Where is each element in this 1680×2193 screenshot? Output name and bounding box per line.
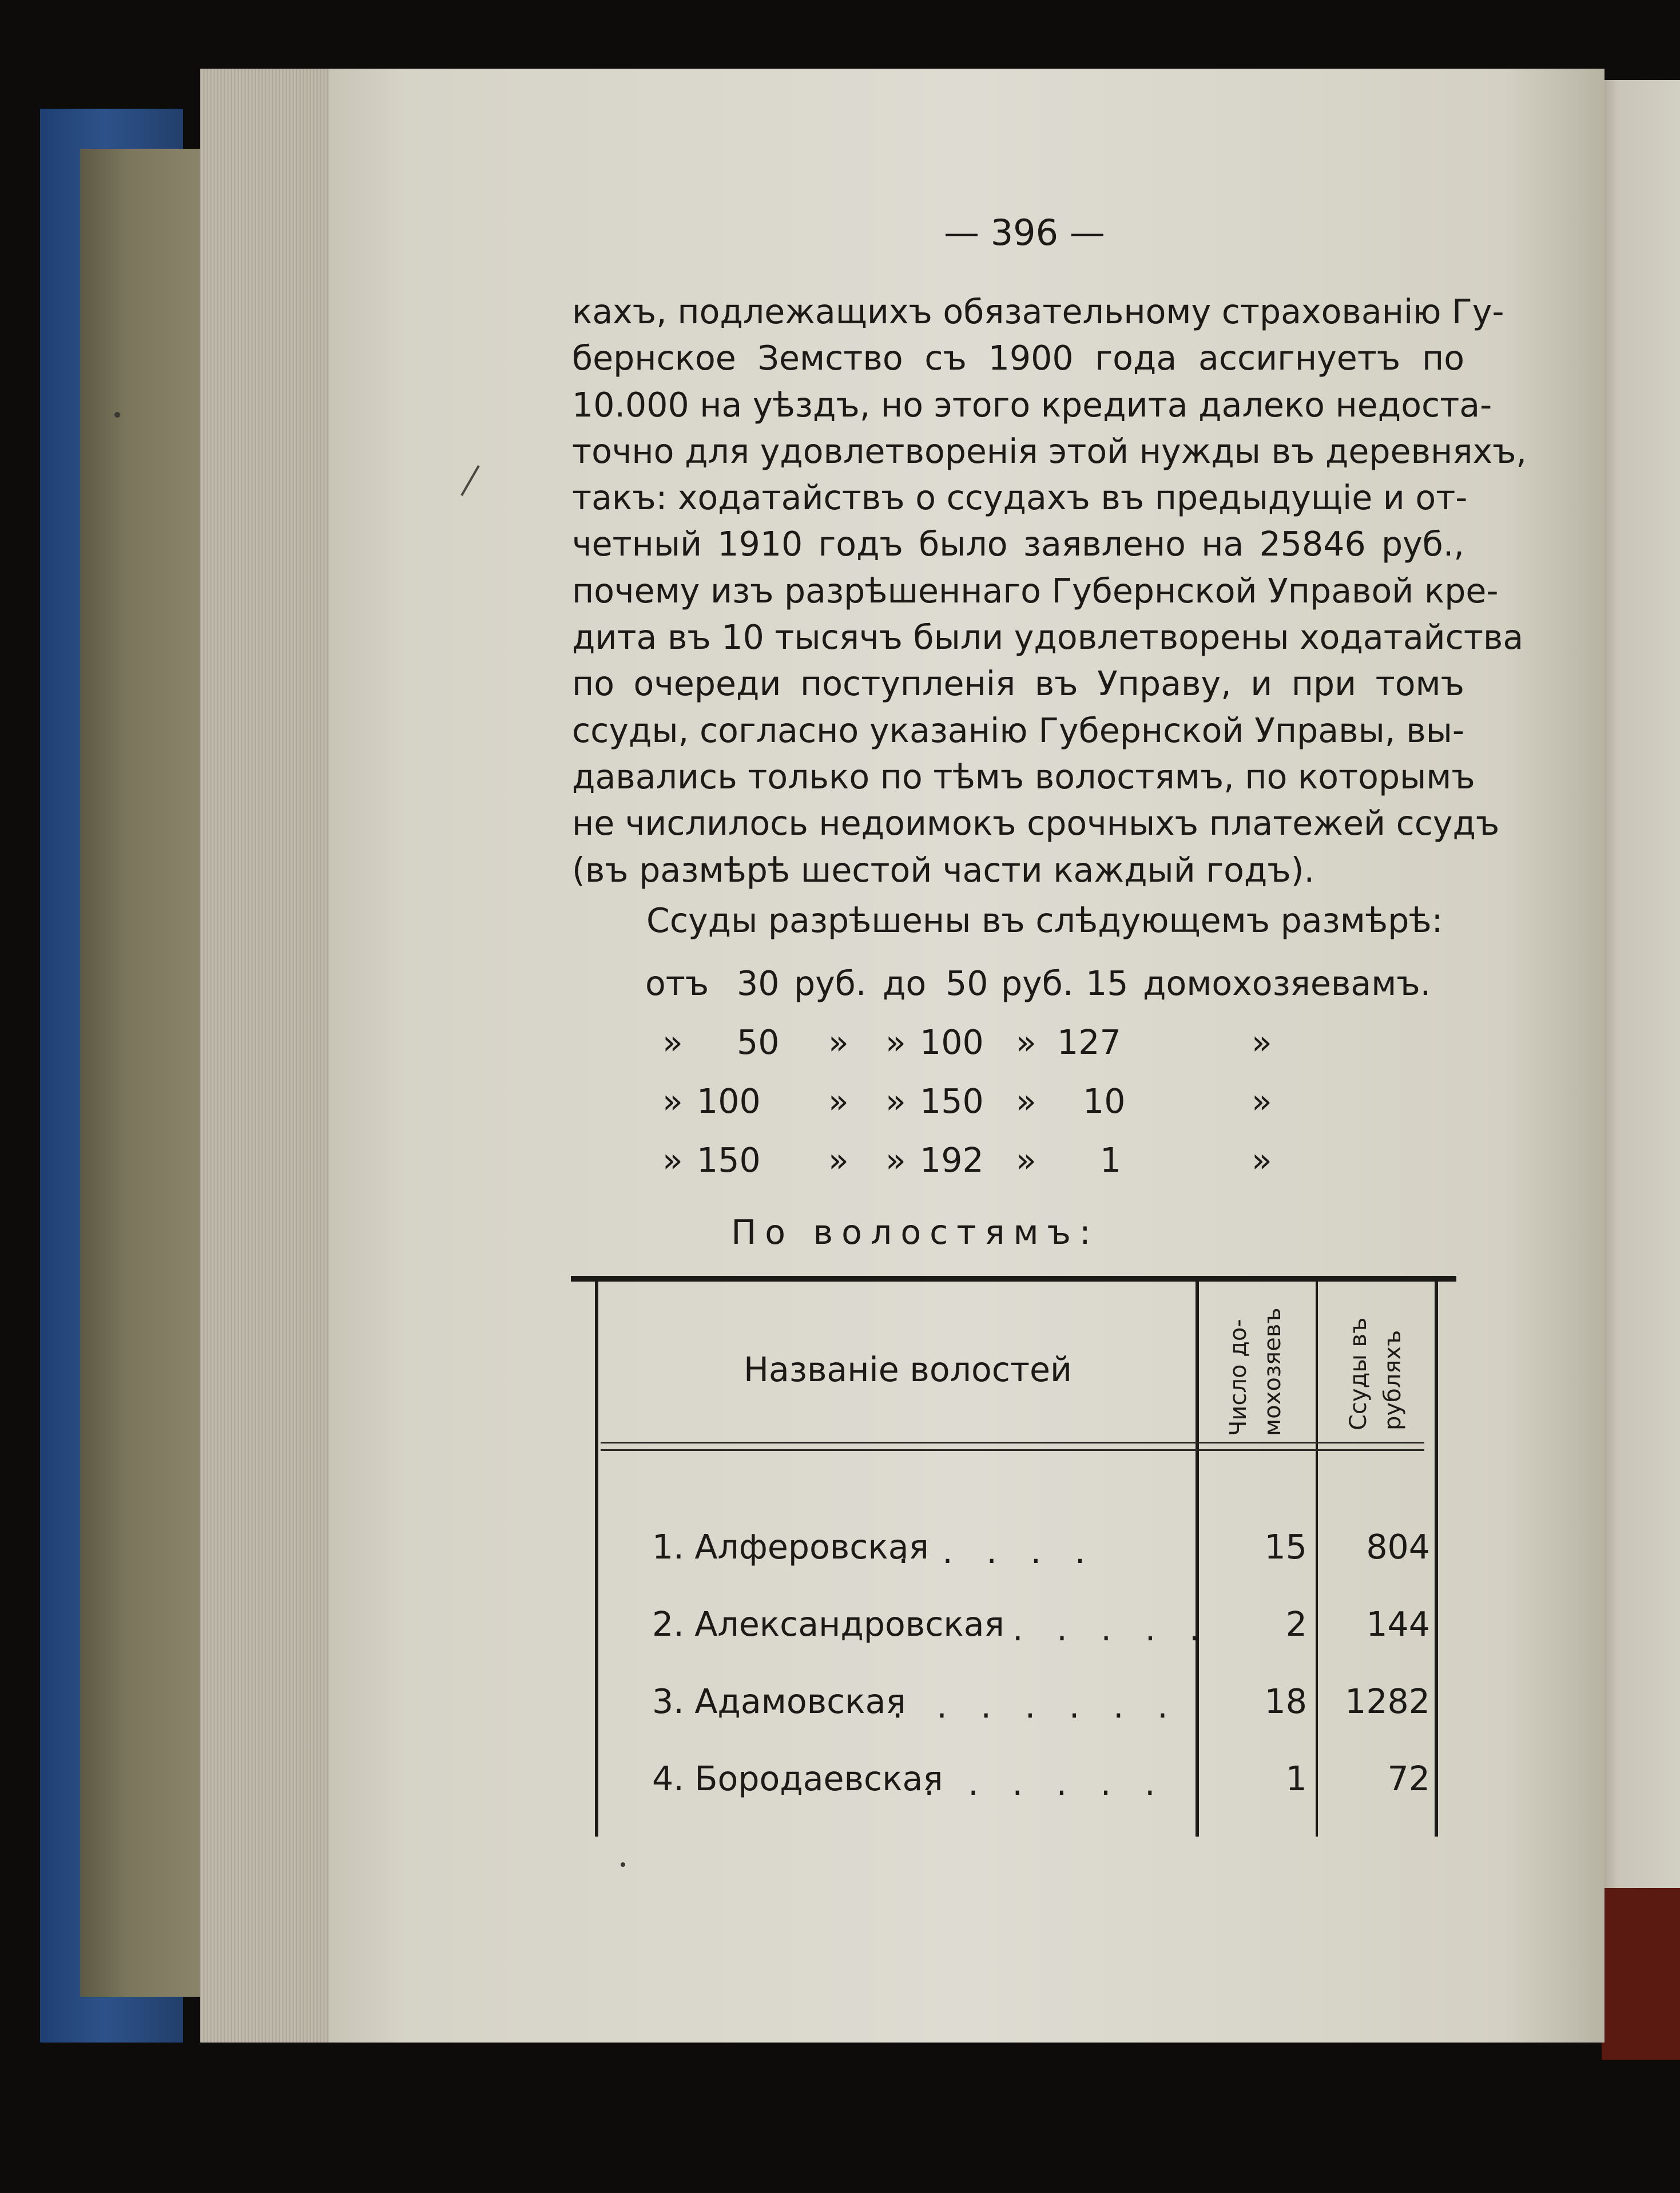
paper-speck: [621, 1862, 625, 1867]
page-number: — 396 —: [944, 212, 1105, 253]
to-label: »: [885, 1082, 906, 1121]
district-name: 2. Александровская: [652, 1605, 1004, 1644]
header-line: Ссуды въ: [1345, 1317, 1372, 1430]
to-amount: 192: [920, 1141, 984, 1180]
from-label: »: [662, 1082, 683, 1121]
table-row: [601, 1759, 1436, 1805]
table-row: [601, 1528, 1436, 1573]
to-amount: 50: [946, 964, 988, 1003]
header-line: Число до-: [1225, 1319, 1252, 1436]
paragraph-line: почему изъ разрѣшеннаго Губернской Управой кре-: [572, 571, 1499, 610]
cover-board: [80, 149, 200, 1997]
paragraph-line: бернское Земство съ 1900 года ассигнуетъ по: [572, 339, 1464, 378]
household-count: 127: [1057, 1023, 1121, 1062]
recipient-label: »: [1252, 1023, 1272, 1062]
loan-amount: 72: [1387, 1759, 1430, 1798]
paragraph-line: 10.000 на уѣздъ, но этого кредита далеко недоста-: [572, 385, 1492, 425]
from-label: »: [662, 1023, 683, 1062]
table-title: По волостямъ:: [731, 1213, 1099, 1252]
header-line: рубляхъ: [1380, 1330, 1406, 1430]
column-header-loans: [1341, 1318, 1410, 1430]
paragraph-line: не числилось недоимокъ срочныхъ платежей ссудъ: [572, 804, 1500, 843]
unit: »: [1016, 1023, 1036, 1062]
from-amount: 150: [697, 1141, 761, 1180]
unit: »: [1016, 1141, 1036, 1180]
loan-amount: 1282: [1345, 1682, 1430, 1721]
recipient-label: домохозяевамъ.: [1143, 964, 1431, 1003]
from-label: »: [662, 1141, 683, 1180]
leader-dots: . . . . .: [898, 1532, 1097, 1571]
table-top-rule: [571, 1276, 1456, 1282]
body-paragraph: [572, 289, 1527, 894]
leader-dots: . . . . . .: [924, 1764, 1167, 1803]
paper-speck: [114, 412, 120, 418]
paragraph-line: ссуды, согласно указанію Губернской Управы, вы-: [572, 711, 1464, 750]
to-label: до: [883, 964, 927, 1003]
paragraph-line: кахъ, подлежащихъ обязательному страхованію Гу-: [572, 292, 1504, 331]
paragraph-line: давались только по тѣмъ волостямъ, по которымъ: [572, 757, 1475, 796]
distribution-row: [645, 964, 1431, 1023]
to-amount: 150: [920, 1082, 984, 1121]
paragraph-line: точно для удовлетворенія этой нужды въ деревняхъ,: [572, 431, 1527, 471]
page-edges: [200, 69, 332, 2043]
to-label: »: [885, 1141, 906, 1180]
household-count: 2: [1285, 1605, 1307, 1644]
table-row: [601, 1605, 1436, 1651]
household-count: 1: [1100, 1141, 1122, 1180]
leader-dots: . . . . . . .: [892, 1687, 1179, 1726]
unit: »: [828, 1082, 849, 1121]
paragraph-line: такъ: ходатайствъ о ссудахъ въ предыдущіе и от-: [572, 478, 1468, 518]
unit: »: [828, 1141, 849, 1180]
paragraph-line: четный 1910 годъ было заявлено на 25846 руб.,: [572, 525, 1464, 564]
paragraph-line: (въ размѣрѣ шестой части каждый годъ).: [572, 850, 1315, 890]
distribution-row: [645, 1082, 1400, 1141]
district-name: 3. Адамовская: [652, 1682, 906, 1721]
from-label: отъ: [645, 964, 709, 1003]
unit: руб.: [1001, 964, 1074, 1003]
unit: »: [1016, 1082, 1036, 1121]
from-amount: 30: [737, 964, 780, 1003]
distribution-list: [645, 964, 1431, 1200]
distribution-row: [645, 1141, 1400, 1200]
district-name: 4. Бородаевская: [652, 1759, 943, 1798]
from-amount: 100: [697, 1082, 761, 1121]
facing-cover-edge: [1602, 1888, 1680, 2060]
household-count: 1: [1285, 1759, 1307, 1798]
to-label: »: [885, 1023, 906, 1062]
paragraph-line: дита въ 10 тысячъ были удовлетворены ходатайства: [572, 618, 1524, 657]
unit: »: [828, 1023, 849, 1062]
loan-amount: 804: [1366, 1528, 1430, 1567]
table-row: [601, 1682, 1436, 1728]
household-count: 18: [1264, 1682, 1307, 1721]
recipient-label: »: [1252, 1141, 1272, 1180]
district-name: 1. Алферовская: [652, 1528, 929, 1567]
loan-amount: 144: [1366, 1605, 1430, 1644]
to-amount: 100: [920, 1023, 984, 1062]
header-line: мохозяевъ: [1260, 1307, 1286, 1436]
table-left-border: [595, 1282, 598, 1837]
distribution-row: [645, 1023, 1400, 1082]
household-count: 15: [1086, 964, 1129, 1003]
household-count: 10: [1083, 1082, 1126, 1121]
column-header-households: [1221, 1307, 1290, 1436]
column-header-name: Названіе волостей: [744, 1350, 1073, 1389]
paragraph-line: по очереди поступленія въ Управу, и при томъ: [572, 664, 1464, 704]
table-header-rule: [601, 1442, 1424, 1451]
from-amount: 50: [737, 1023, 780, 1062]
household-count: 15: [1264, 1528, 1307, 1567]
leader-dots: . . . . .: [1012, 1609, 1212, 1648]
unit: руб.: [794, 964, 867, 1003]
recipient-label: »: [1252, 1082, 1272, 1121]
distribution-intro: Ссуды разрѣшены въ слѣдующемъ размѣрѣ:: [646, 901, 1443, 940]
